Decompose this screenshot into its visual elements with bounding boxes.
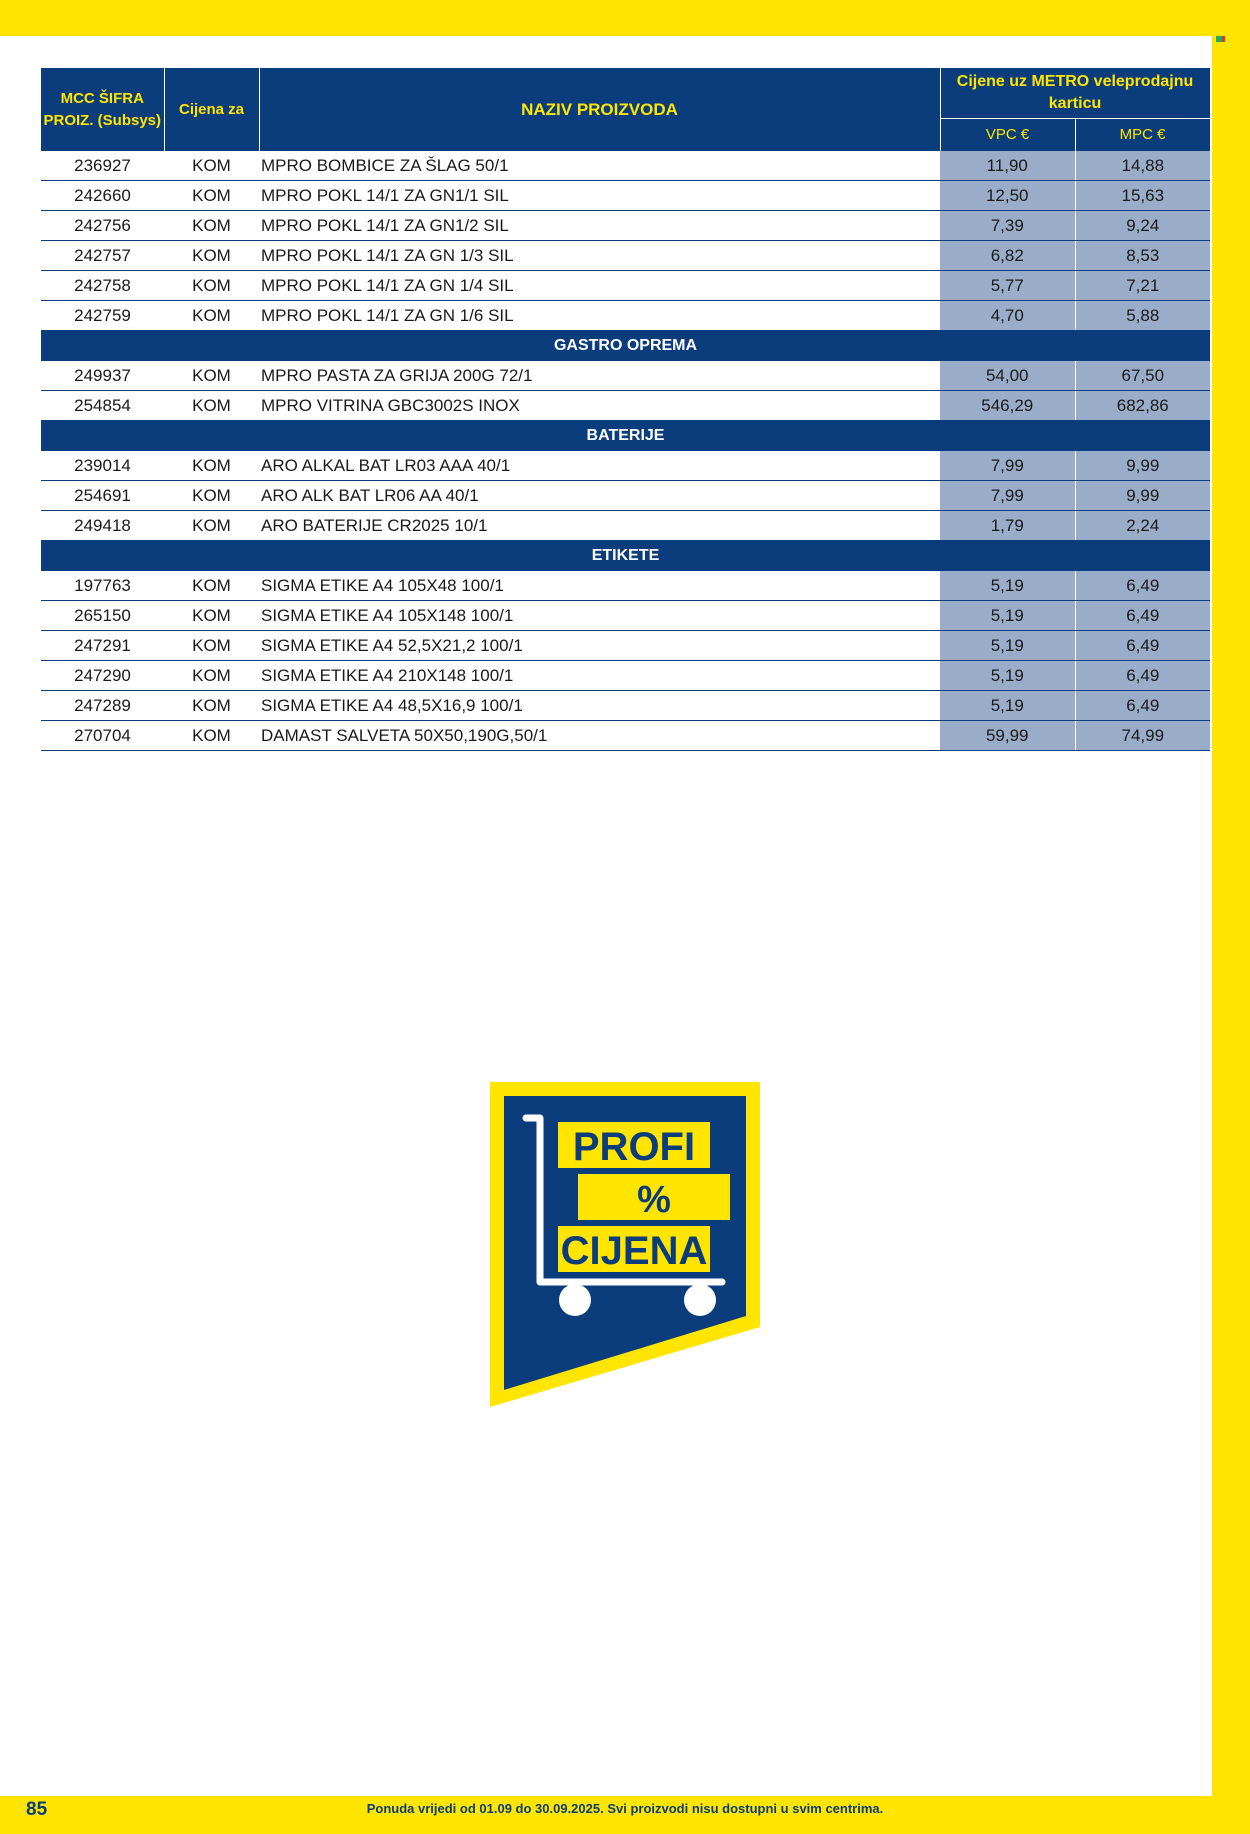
price-mpc: 74,99 bbox=[1075, 721, 1210, 751]
product-code: 239014 bbox=[41, 451, 164, 481]
price-vpc: 11,90 bbox=[940, 151, 1075, 181]
product-name: SIGMA ETIKE A4 52,5X21,2 100/1 bbox=[259, 631, 940, 661]
profi-cijena-logo bbox=[490, 1082, 760, 1407]
product-name: MPRO POKL 14/1 ZA GN1/1 SIL bbox=[259, 181, 940, 211]
price-vpc: 4,70 bbox=[940, 301, 1075, 331]
product-code: 242758 bbox=[41, 271, 164, 301]
logo-text-profi: PROFI bbox=[572, 1125, 696, 1169]
price-vpc: 59,99 bbox=[940, 721, 1075, 751]
price-unit: KOM bbox=[164, 511, 259, 541]
price-unit: KOM bbox=[164, 661, 259, 691]
product-code: 249418 bbox=[41, 511, 164, 541]
price-unit: KOM bbox=[164, 391, 259, 421]
price-mpc: 15,63 bbox=[1075, 181, 1210, 211]
product-code: 247291 bbox=[41, 631, 164, 661]
product-code: 242759 bbox=[41, 301, 164, 331]
price-vpc: 54,00 bbox=[940, 361, 1075, 391]
price-mpc: 682,86 bbox=[1075, 391, 1210, 421]
price-unit: KOM bbox=[164, 571, 259, 601]
product-name: MPRO BOMBICE ZA ŠLAG 50/1 bbox=[259, 151, 940, 181]
table-row bbox=[41, 391, 1210, 421]
price-table bbox=[41, 68, 1211, 751]
price-mpc: 6,49 bbox=[1075, 661, 1210, 691]
header-mpc: MPC € bbox=[1075, 119, 1210, 152]
header-vpc: VPC € bbox=[940, 119, 1075, 152]
price-mpc: 7,21 bbox=[1075, 271, 1210, 301]
category-label: ETIKETE bbox=[41, 541, 1210, 571]
price-mpc: 67,50 bbox=[1075, 361, 1210, 391]
price-mpc: 14,88 bbox=[1075, 151, 1210, 181]
table-row bbox=[41, 451, 1210, 481]
price-mpc: 6,49 bbox=[1075, 691, 1210, 721]
header-mcc-code: MCC ŠIFRA PROIZ. (Subsys) bbox=[41, 68, 164, 151]
price-unit: KOM bbox=[164, 271, 259, 301]
product-code: 247289 bbox=[41, 691, 164, 721]
product-name: DAMAST SALVETA 50X50,190G,50/1 bbox=[259, 721, 940, 751]
price-mpc: 6,49 bbox=[1075, 571, 1210, 601]
header-product-name: NAZIV PROIZVODA bbox=[259, 68, 940, 151]
category-label: GASTRO OPREMA bbox=[41, 331, 1210, 361]
price-rows bbox=[41, 151, 1210, 751]
product-code: 254854 bbox=[41, 391, 164, 421]
product-code: 242660 bbox=[41, 181, 164, 211]
header-metro-prices: Cijene uz METRO veleprodajnu karticu bbox=[940, 68, 1210, 119]
price-vpc: 5,19 bbox=[940, 691, 1075, 721]
price-vpc: 546,29 bbox=[940, 391, 1075, 421]
table-row bbox=[41, 691, 1210, 721]
logo-text-cijena: CIJENA bbox=[560, 1229, 708, 1273]
price-vpc: 12,50 bbox=[940, 181, 1075, 211]
product-code: 197763 bbox=[41, 571, 164, 601]
price-unit: KOM bbox=[164, 211, 259, 241]
table-row bbox=[41, 301, 1210, 331]
product-name: ARO ALK BAT LR06 AA 40/1 bbox=[259, 481, 940, 511]
price-mpc: 9,24 bbox=[1075, 211, 1210, 241]
price-vpc: 1,79 bbox=[940, 511, 1075, 541]
price-vpc: 5,77 bbox=[940, 271, 1075, 301]
print-register-mark bbox=[1216, 36, 1225, 42]
category-row bbox=[41, 421, 1210, 451]
price-vpc: 7,99 bbox=[940, 481, 1075, 511]
price-unit: KOM bbox=[164, 151, 259, 181]
price-vpc: 5,19 bbox=[940, 661, 1075, 691]
price-vpc: 5,19 bbox=[940, 631, 1075, 661]
table-row bbox=[41, 241, 1210, 271]
product-code: 249937 bbox=[41, 361, 164, 391]
product-code: 254691 bbox=[41, 481, 164, 511]
price-vpc: 6,82 bbox=[940, 241, 1075, 271]
price-mpc: 9,99 bbox=[1075, 481, 1210, 511]
price-unit: KOM bbox=[164, 301, 259, 331]
logo-text-percent: % bbox=[637, 1179, 671, 1221]
price-mpc: 6,49 bbox=[1075, 631, 1210, 661]
price-mpc: 2,24 bbox=[1075, 511, 1210, 541]
price-mpc: 5,88 bbox=[1075, 301, 1210, 331]
price-vpc: 5,19 bbox=[940, 571, 1075, 601]
product-name: MPRO PASTA ZA GRIJA 200G 72/1 bbox=[259, 361, 940, 391]
product-name: SIGMA ETIKE A4 105X148 100/1 bbox=[259, 601, 940, 631]
table-row bbox=[41, 361, 1210, 391]
product-name: SIGMA ETIKE A4 210X148 100/1 bbox=[259, 661, 940, 691]
price-vpc: 5,19 bbox=[940, 601, 1075, 631]
table-row bbox=[41, 601, 1210, 631]
category-row bbox=[41, 541, 1210, 571]
product-name: SIGMA ETIKE A4 48,5X16,9 100/1 bbox=[259, 691, 940, 721]
price-unit: KOM bbox=[164, 631, 259, 661]
price-unit: KOM bbox=[164, 361, 259, 391]
product-name: ARO BATERIJE CR2025 10/1 bbox=[259, 511, 940, 541]
product-code: 270704 bbox=[41, 721, 164, 751]
price-vpc: 7,39 bbox=[940, 211, 1075, 241]
table-row bbox=[41, 181, 1210, 211]
product-code: 247290 bbox=[41, 661, 164, 691]
price-unit: KOM bbox=[164, 691, 259, 721]
product-name: MPRO POKL 14/1 ZA GN1/2 SIL bbox=[259, 211, 940, 241]
product-name: SIGMA ETIKE A4 105X48 100/1 bbox=[259, 571, 940, 601]
table-row bbox=[41, 271, 1210, 301]
price-vpc: 7,99 bbox=[940, 451, 1075, 481]
table-row bbox=[41, 721, 1210, 751]
product-code: 242756 bbox=[41, 211, 164, 241]
price-mpc: 6,49 bbox=[1075, 601, 1210, 631]
table-row bbox=[41, 151, 1210, 181]
price-unit: KOM bbox=[164, 721, 259, 751]
price-mpc: 9,99 bbox=[1075, 451, 1210, 481]
table-row bbox=[41, 571, 1210, 601]
table-row bbox=[41, 211, 1210, 241]
table-row bbox=[41, 631, 1210, 661]
category-row bbox=[41, 331, 1210, 361]
product-code: 236927 bbox=[41, 151, 164, 181]
product-name: MPRO POKL 14/1 ZA GN 1/6 SIL bbox=[259, 301, 940, 331]
product-name: MPRO POKL 14/1 ZA GN 1/3 SIL bbox=[259, 241, 940, 271]
header-unit: Cijena za bbox=[164, 68, 259, 151]
table-row bbox=[41, 481, 1210, 511]
price-unit: KOM bbox=[164, 181, 259, 211]
product-code: 265150 bbox=[41, 601, 164, 631]
product-name: ARO ALKAL BAT LR03 AAA 40/1 bbox=[259, 451, 940, 481]
product-name: MPRO POKL 14/1 ZA GN 1/4 SIL bbox=[259, 271, 940, 301]
table-row bbox=[41, 511, 1210, 541]
page-number: 85 bbox=[26, 1799, 48, 1820]
product-code: 242757 bbox=[41, 241, 164, 271]
price-unit: KOM bbox=[164, 601, 259, 631]
price-unit: KOM bbox=[164, 451, 259, 481]
price-mpc: 8,53 bbox=[1075, 241, 1210, 271]
table-row bbox=[41, 661, 1210, 691]
price-unit: KOM bbox=[164, 481, 259, 511]
offer-validity-note: Ponuda vrijedi od 01.09 do 30.09.2025. Svi proizvodi nisu dostupni u svim centrima. bbox=[366, 1801, 884, 1816]
category-label: BATERIJE bbox=[41, 421, 1210, 451]
product-name: MPRO VITRINA GBC3002S INOX bbox=[259, 391, 940, 421]
price-unit: KOM bbox=[164, 241, 259, 271]
